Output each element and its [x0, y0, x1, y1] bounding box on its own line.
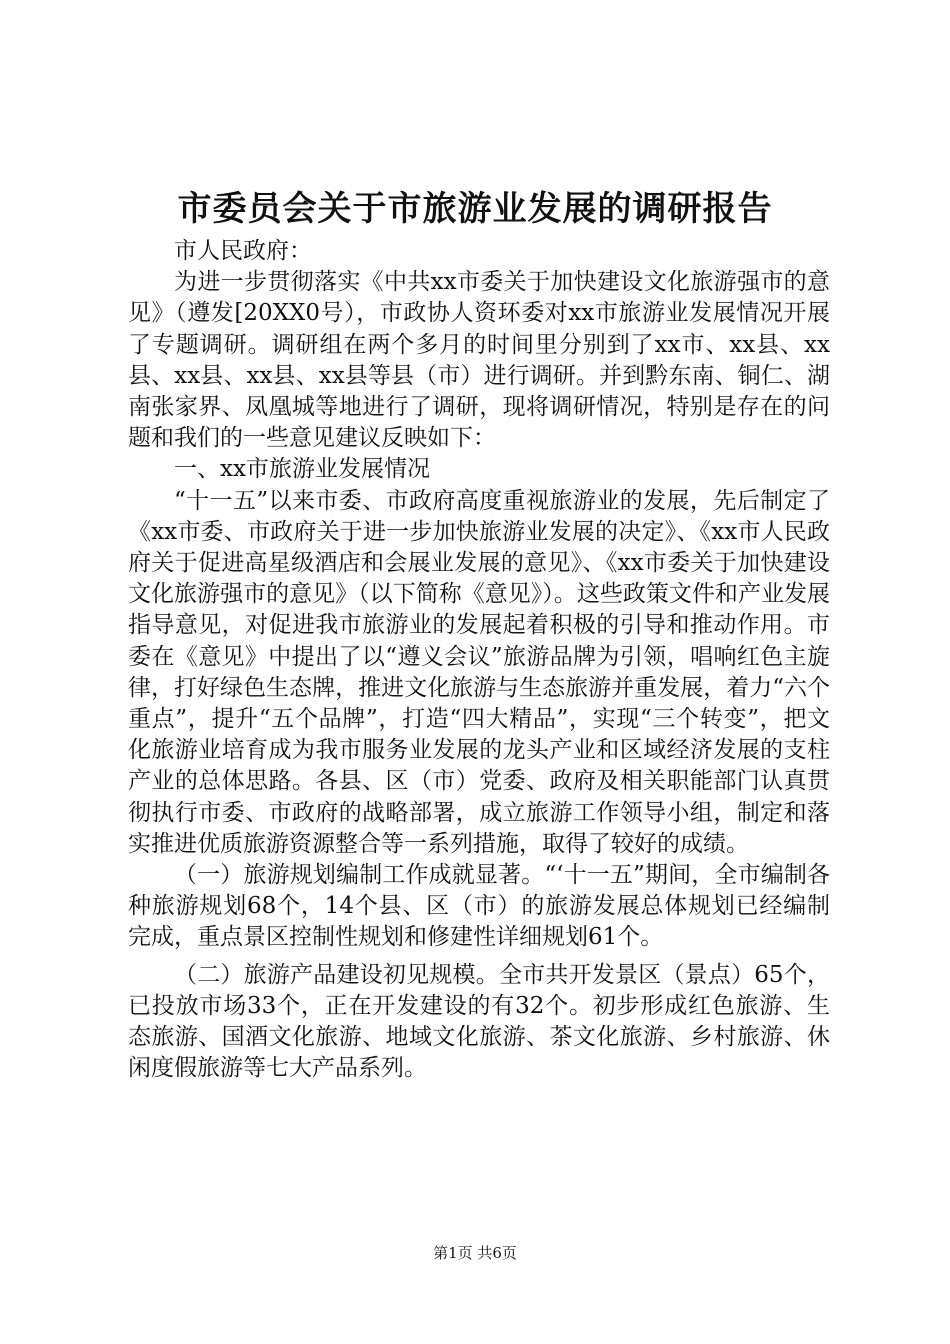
section-heading: 一、xx市旅游业发展情况: [174, 456, 430, 483]
paragraph-planning: （一）旅游规划编制工作成就显著。“‘十一五”期间，全市编制各种旅游规划68个，14个县、区（市）的旅游发展总体规划已经编制完成，重点景区控制性规划和修建性详细规划61个。: [128, 862, 830, 951]
document-title: 市委员会关于市旅游业发展的调研报告: [177, 189, 773, 229]
document-body: [128, 236, 830, 1084]
paragraph-intro: 为进一步贯彻落实《中共xx市委关于加快建设文化旅游强市的意见》（遵发[20XX0号），市政协人资环委对xx市旅游业发展情况开展了专题调研。调研组在两个多月的时间里分别到了xx市、xx县、xx县、xx县、xx县、xx县等县（市）进行调研。并到黔东南、铜仁、湖南张家界、凤凰城等地进行了调研，现将调研情况，特别是存在的问题和我们的一些意见建议反映如下：: [128, 269, 830, 452]
paragraph-products: （二）旅游产品建设初见规模。全市共开发景区（景点）65个，已投放市场33个，正在开发建设的有32个。初步形成红色旅游、生态旅游、国酒文化旅游、地域文化旅游、茶文化旅游、乡村旅游、休闲度假旅游等七大产品系列。: [128, 961, 830, 1082]
salutation: 市人民政府：: [174, 238, 312, 264]
paragraph-overview: “十一五”以来市委、市政府高度重视旅游业的发展，先后制定了《xx市委、市政府关于进一步加快旅游业发展的决定》、《xx市人民政府关于促进高星级酒店和会展业发展的意见》、《xx市委关于加快建设文化旅游强市的意见》（以下简称《意见》）。这些政策文件和产业发展指导意见，对促进我市旅游业的发展起着积极的引导和推动作用。市委在《意见》中提出了以“遵义会议”旅游品牌为引领，唱响红色主旋律，打好绿色生态牌，推进文化旅游与生态旅游并重发展，着力“六个重点”，提升“五个品牌”，打造“四大精品”，实现“三个转变”，把文化旅游业培育成为我市服务业发展的龙头产业和区域经济发展的支柱产业的总体思路。各县、区（市）党委、政府及相关职能部门认真贯彻执行市委、市政府的战略部署，成立旅游工作领导小组，制定和落实推进优质旅游资源整合等一系列措施，取得了较好的成绩。: [128, 487, 830, 857]
page-number: 第1页 共6页: [433, 1244, 517, 1262]
